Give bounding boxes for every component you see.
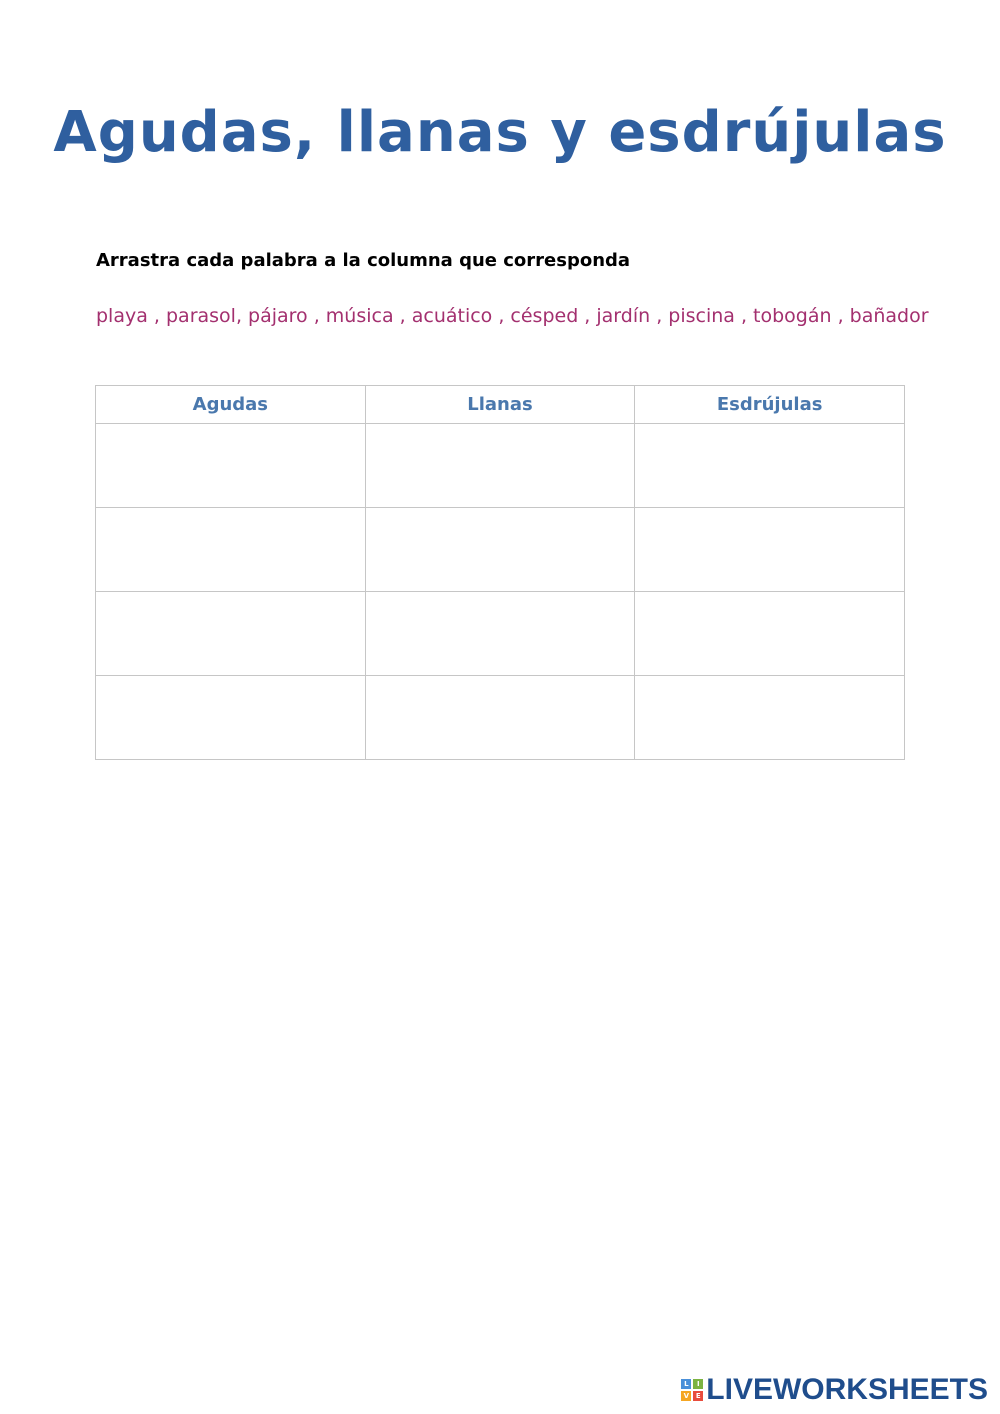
drop-cell-llanas[interactable] [365,424,635,508]
word-list: playa , parasol, pájaro , música , acuático , césped , jardín , piscina , tobogán , bañador [96,305,929,327]
table-row [96,592,905,676]
drop-cell-esdrujulas[interactable] [635,676,905,760]
logo-letter: I [693,1379,703,1389]
column-header-llanas: Llanas [365,386,635,424]
instruction-text: Arrastra cada palabra a la columna que corresponda [96,250,631,271]
table-row [96,676,905,760]
table-header-row [96,386,905,424]
drop-cell-agudas[interactable] [96,676,366,760]
brand-text: LIVEWORKSHEETS [706,1373,988,1406]
drop-cell-agudas[interactable] [96,592,366,676]
drop-cell-esdrujulas[interactable] [635,424,905,508]
liveworksheets-logo-icon [681,1379,703,1401]
drop-cell-llanas[interactable] [365,508,635,592]
column-header-esdrujulas: Esdrújulas [635,386,905,424]
logo-letter: V [681,1391,691,1401]
drop-cell-agudas[interactable] [96,508,366,592]
column-header-agudas: Agudas [96,386,366,424]
table-row [96,508,905,592]
liveworksheets-brand [681,1373,988,1407]
classification-table [95,385,905,760]
logo-letter: L [681,1379,691,1389]
page-title: Agudas, llanas y esdrújulas [53,100,947,165]
drop-cell-esdrujulas[interactable] [635,592,905,676]
drop-cell-agudas[interactable] [96,424,366,508]
table-row [96,424,905,508]
drop-cell-llanas[interactable] [365,592,635,676]
drop-cell-llanas[interactable] [365,676,635,760]
logo-letter: E [693,1391,703,1401]
drop-cell-esdrujulas[interactable] [635,508,905,592]
